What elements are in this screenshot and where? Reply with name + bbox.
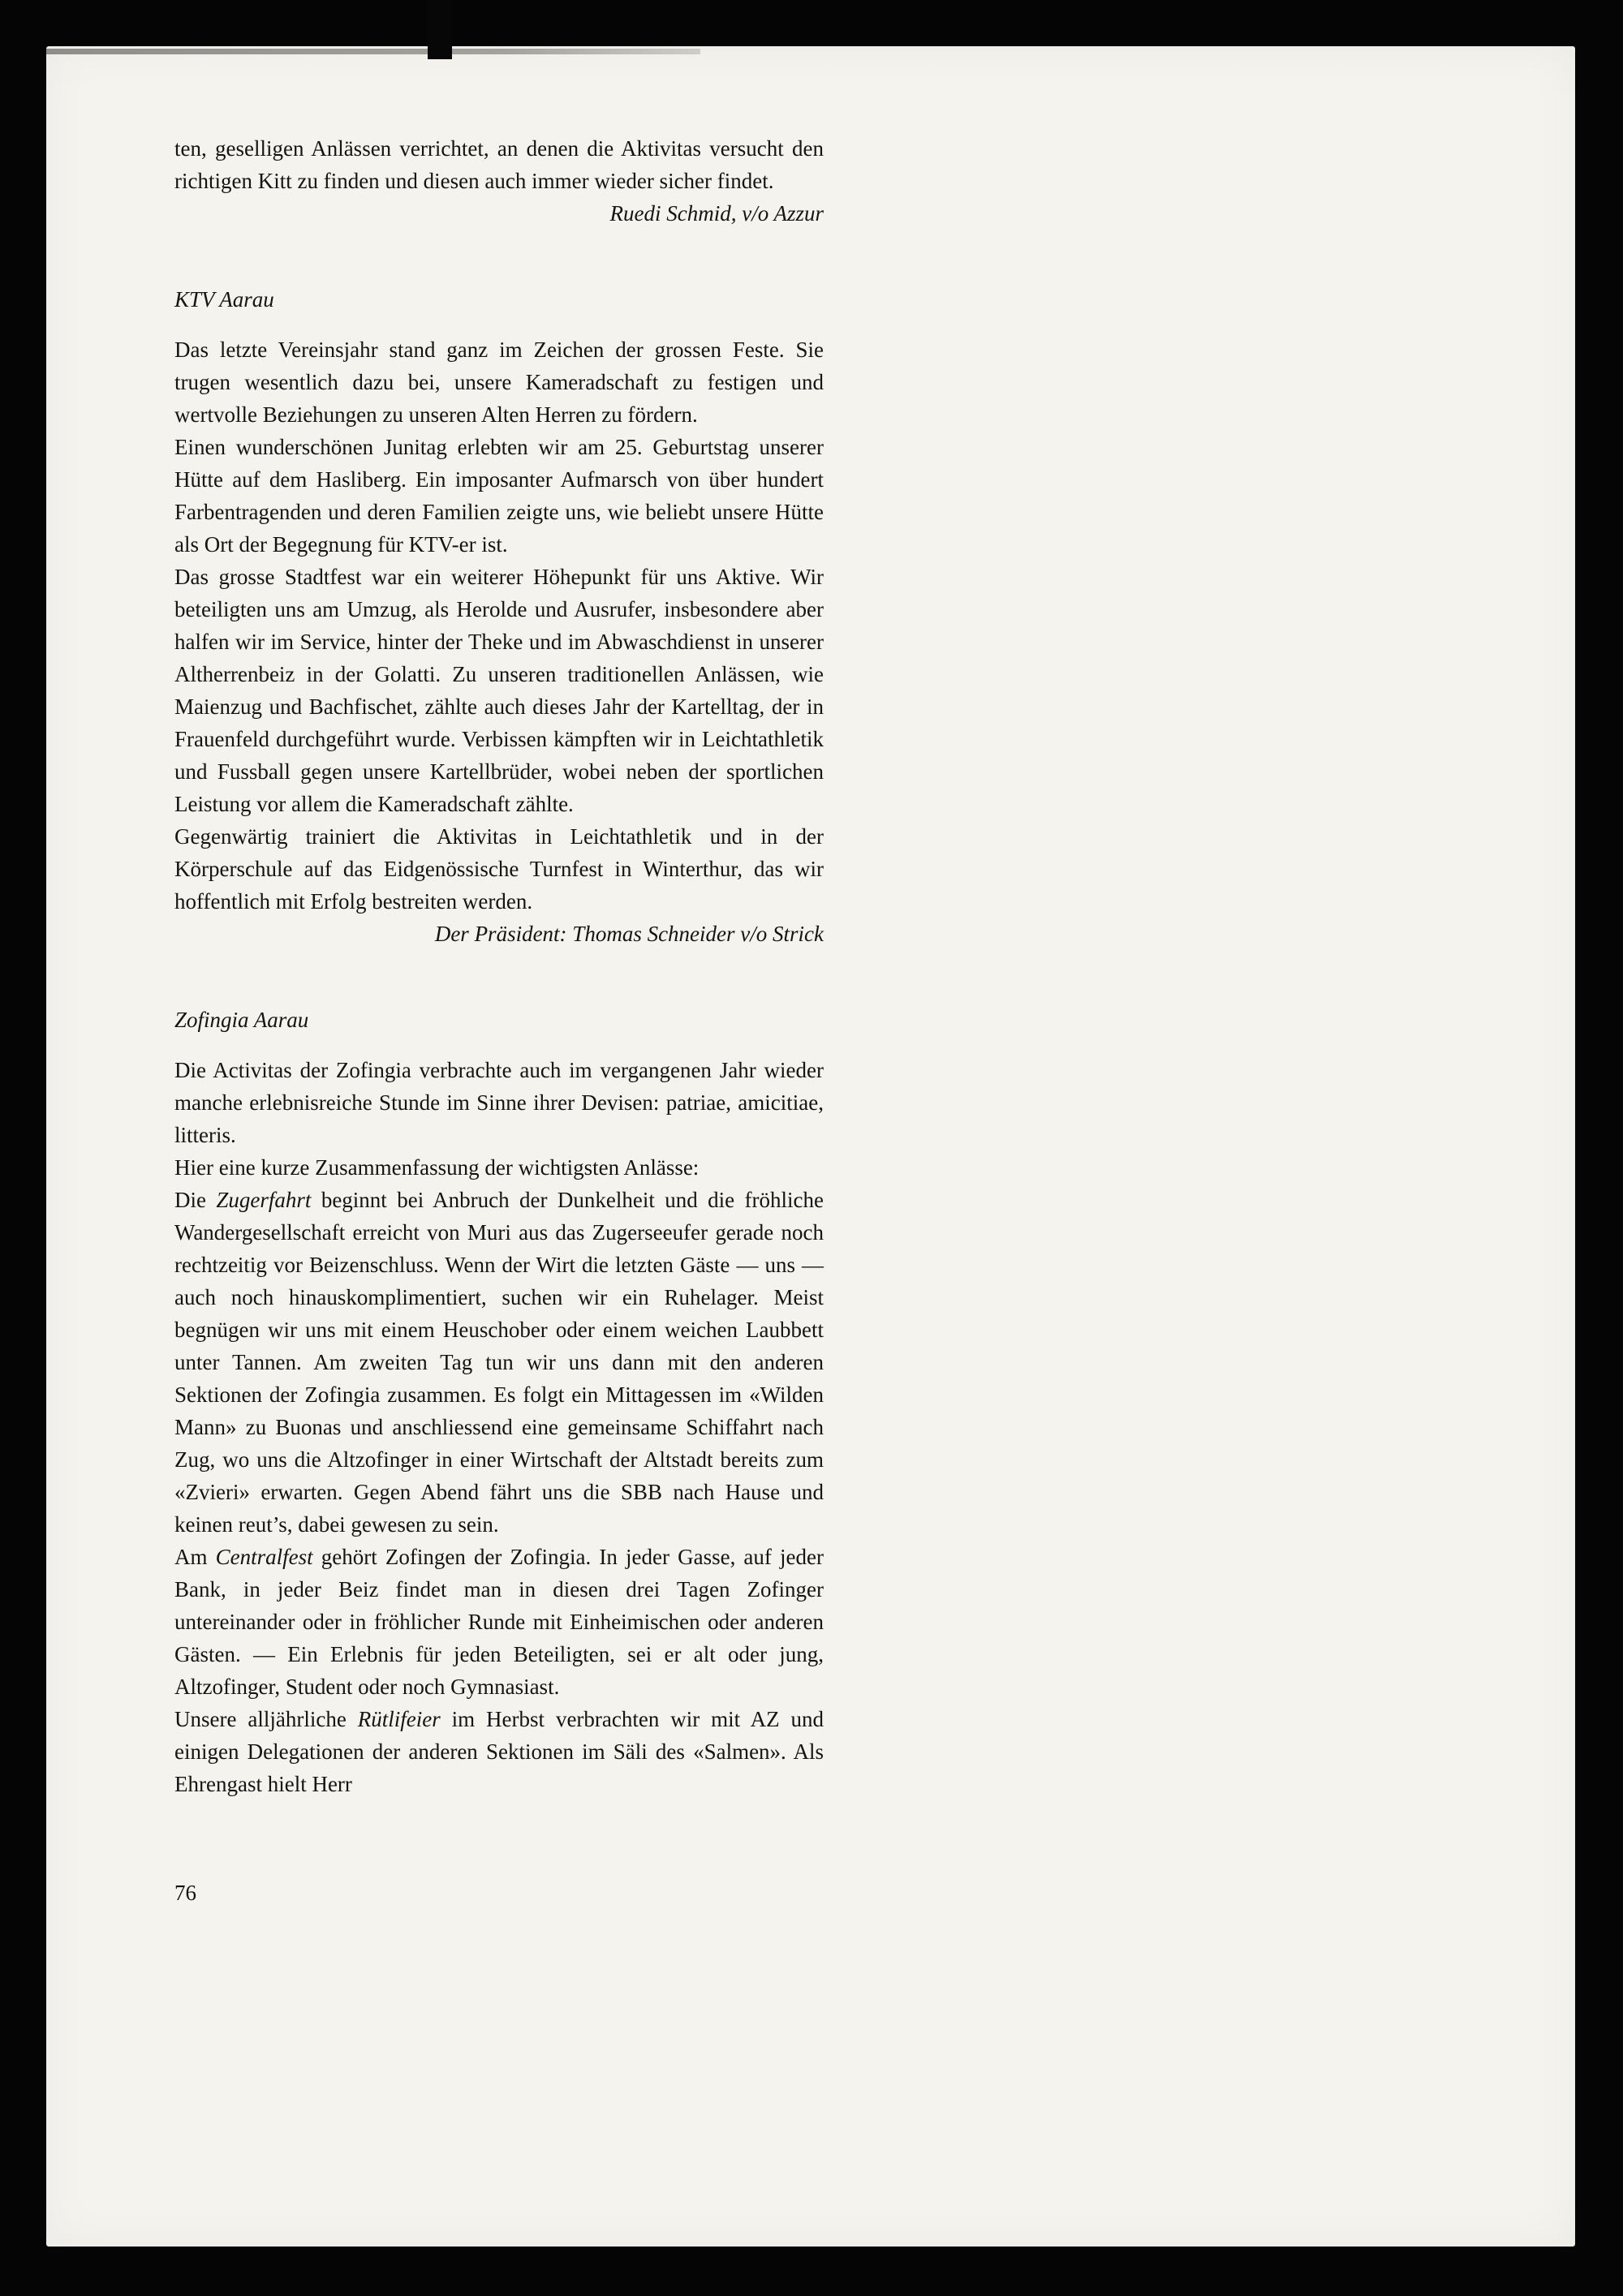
paragraph-text: Am bbox=[174, 1545, 216, 1569]
paragraph-zofingia-4 bbox=[174, 1541, 824, 1703]
signature-ruedi-schmid: Ruedi Schmid, v/o Azzur bbox=[609, 201, 824, 226]
paragraph-ktv-4: Gegenwärtig trainiert die Aktivitas in Leichtathletik und in der Körperschule auf das Eidgenössische Turnfest in Winterthur, das wir hoffentlich mit Erfolg bestreiten werden. bbox=[174, 824, 824, 914]
paragraph-text: beginnt bei Anbruch der Dunkelheit und die fröhliche Wandergesellschaft erreicht von Muri aus das Zugerseeufer gerade noch rechtzeitig vor Beizenschluss. Wenn der Wirt die letzten Gäste — uns — auch noch hinauskomplimentiert, suchen wir ein Ruhelager. Meist begnügen wir uns mit einem Heuschober oder einem weichen Laubbett unter Tannen. Am zweiten Tag tun wir uns dann mit den anderen Sektionen der Zofingia zusammen. Es folgt ein Mittagessen im «Wilden Mann» zu Buonas und anschliessend eine gemeinsame Schiffahrt nach Zug, wo uns die Altzofinger in einer Wirtschaft der Altstadt bereits zum «Zvieri» erwarten. Gegen Abend fährt uns die SBB nach Hause und keinen reut’s, dabei gewesen zu sein. bbox=[174, 1188, 824, 1537]
book-page bbox=[46, 46, 1575, 2247]
paragraph-text: im Herbst verbrachten wir mit AZ und einigen Delegationen der anderen Sektionen im Säli des «Salmen». Als Ehrengast hielt Herr bbox=[174, 1707, 824, 1796]
paragraph-text: Die bbox=[174, 1188, 217, 1212]
paragraph-zofingia-2: Hier eine kurze Zusammenfassung der wichtigsten Anlässe: bbox=[174, 1155, 700, 1180]
section-heading-ktv-aarau: KTV Aarau bbox=[174, 287, 274, 312]
paragraph-text: Unsere alljährliche bbox=[174, 1707, 358, 1731]
text-block bbox=[174, 132, 824, 1909]
paragraph-ktv-3: Das grosse Stadtfest war ein weiterer Höhepunkt für uns Aktive. Wir beteiligten uns am Umzug, als Herolde und Ausrufer, insbesondere aber halfen wir im Service, hinter der Theke und im Abwaschdienst in unserer Altherrenbeiz in der Golatti. Zu unseren traditionellen Anlässen, wie Maienzug und Bachfischet, zählte auch dieses Jahr der Kartelltag, der in Frauenfeld durchgeführt wurde. Verbissen kämpften wir in Leichtathletik und Fussball gegen unsere Kartellbrüder, wobei neben der sportlichen Leistung vor allem die Kameradschaft zählte. bbox=[174, 565, 824, 816]
paragraph-ktv-2: Einen wunderschönen Junitag erlebten wir am 25. Geburtstag unserer Hütte auf dem Hasliberg. Ein imposanter Aufmarsch von über hundert Farbentragenden und deren Familien zeigte uns, wie beliebt unsere Hütte als Ort der Begegnung für KTV-er ist. bbox=[174, 435, 824, 557]
signature-thomas-schneider: Der Präsident: Thomas Schneider v/o Strick bbox=[434, 922, 824, 946]
paragraph-zofingia-5 bbox=[174, 1703, 824, 1800]
paragraph-continuation: ten, geselligen Anlässen verrichtet, an denen die Aktivitas versucht den richtigen Kitt zu finden und diesen auch immer wieder sicher findet. bbox=[174, 136, 824, 193]
scan-artifact-notch bbox=[428, 0, 452, 59]
paragraph-zofingia-1: Die Activitas der Zofingia verbrachte auch im vergangenen Jahr wieder manche erlebnisreiche Stunde im Sinne ihrer Devisen: patriae, amicitiae, litteris. bbox=[174, 1058, 824, 1147]
italic-term-zugerfahrt: Zugerfahrt bbox=[216, 1188, 312, 1212]
section-heading-zofingia-aarau: Zofingia Aarau bbox=[174, 1008, 309, 1032]
scan-artifact-streak bbox=[46, 49, 700, 54]
italic-term-ruetlifeier: Rütlifeier bbox=[357, 1707, 441, 1731]
paragraph-text: gehört Zofingen der Zofingia. In jeder Gasse, auf jeder Bank, in jeder Beiz findet man in diesen drei Tagen Zofinger untereinander oder in fröhlicher Runde mit Einheimischen oder anderen Gästen. — Ein Erlebnis für jeden Beteiligten, sei er alt oder jung, Altzofinger, Student oder noch Gymnasiast. bbox=[174, 1545, 824, 1699]
paragraph-ktv-1: Das letzte Vereinsjahr stand ganz im Zeichen der grossen Feste. Sie trugen wesentlich dazu bei, unsere Kameradschaft zu festigen und wertvolle Beziehungen zu unseren Alten Herren zu fördern. bbox=[174, 338, 824, 427]
paragraph-zofingia-3 bbox=[174, 1184, 824, 1541]
page-number: 76 bbox=[174, 1881, 196, 1905]
italic-term-centralfest: Centralfest bbox=[215, 1545, 313, 1569]
